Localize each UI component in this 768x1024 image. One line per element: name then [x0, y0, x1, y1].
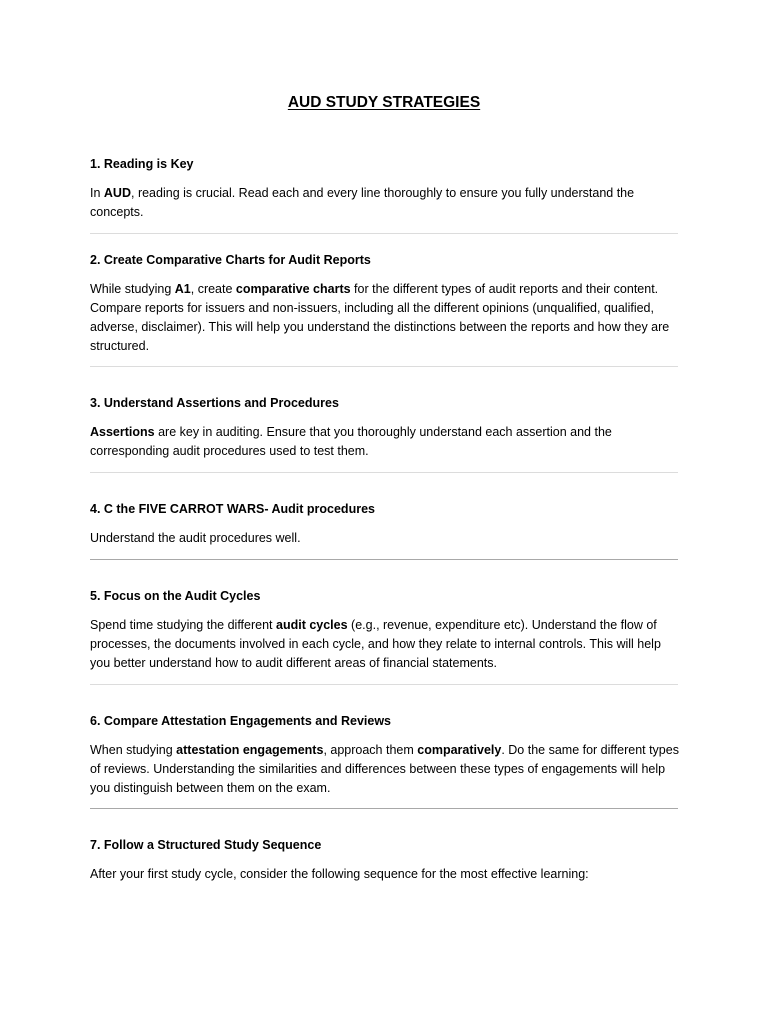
section-audit-cycles	[90, 587, 680, 673]
text-run: for the different types of audit reports and their content. Compare reports for issuers and non-issuers, including all the different opinions (unqualified, qualified, adverse, disclaimer). This will help you understand the distinctions between the reports and how they are structured.	[90, 282, 670, 353]
bold-text-run: audit cycles	[276, 618, 348, 632]
section-paragraph	[90, 280, 680, 356]
section-paragraph	[90, 865, 680, 884]
bold-text-run: AUD	[103, 186, 131, 200]
text-run: Spend time studying the different	[90, 618, 276, 632]
section-comparative-charts	[90, 251, 680, 356]
section-heading: 4. C the FIVE CARROT WARS- Audit procedures	[90, 502, 375, 516]
section-structured-sequence	[90, 836, 680, 884]
section-assertions-procedures	[90, 394, 680, 461]
bold-text-run: Assertions	[90, 425, 155, 439]
bold-text-run: attestation engagements	[176, 743, 324, 757]
text-run: , reading is crucial. Read each and every line thoroughly to ensure you fully understand the concepts.	[90, 186, 635, 219]
section-paragraph	[90, 184, 680, 222]
section-divider	[90, 684, 678, 685]
section-heading: 6. Compare Attestation Engagements and Reviews	[90, 714, 392, 728]
text-run: (e.g., revenue, expenditure etc). Understand the flow of processes, the documents involved in each cycle, and how they relate to internal controls. This will help you better understand how to audit different areas of financial statements.	[90, 618, 661, 670]
section-divider	[90, 366, 678, 367]
text-run: In	[90, 186, 104, 200]
text-run: , create	[190, 282, 236, 296]
text-run: Understand the audit procedures well.	[90, 531, 301, 545]
text-run: . Do the same for different types of reviews. Understanding the similarities and differences between these types of engagements will help you distinguish between them on the exam.	[90, 743, 679, 795]
section-divider	[90, 233, 678, 234]
bold-text-run: comparative charts	[235, 282, 351, 296]
section-divider	[90, 559, 678, 560]
section-reading-is-key	[90, 155, 680, 222]
section-heading: 3. Understand Assertions and Procedures	[90, 396, 339, 410]
bold-text-run: A1	[174, 282, 191, 296]
document-title: AUD STUDY STRATEGIES	[287, 94, 481, 111]
section-heading: 1. Reading is Key	[90, 157, 194, 171]
section-heading: 5. Focus on the Audit Cycles	[90, 589, 261, 603]
section-paragraph	[90, 741, 680, 798]
text-run: When studying	[90, 743, 177, 757]
section-attestation-engagements	[90, 712, 680, 798]
text-run: are key in auditing. Ensure that you thoroughly understand each assertion and the corresponding audit procedures used to test them.	[90, 425, 612, 458]
section-divider	[90, 808, 678, 809]
section-heading: 7. Follow a Structured Study Sequence	[90, 838, 322, 852]
text-run: After your first study cycle, consider the following sequence for the most effective learning:	[90, 867, 589, 881]
section-heading: 2. Create Comparative Charts for Audit Reports	[90, 253, 371, 267]
bold-text-run: comparatively	[417, 743, 502, 757]
section-paragraph	[90, 616, 680, 673]
section-five-carrot-wars	[90, 500, 680, 548]
text-run: , approach them	[323, 743, 418, 757]
section-paragraph	[90, 423, 680, 461]
section-divider	[90, 472, 678, 473]
section-paragraph	[90, 529, 680, 548]
text-run: While studying	[90, 282, 175, 296]
